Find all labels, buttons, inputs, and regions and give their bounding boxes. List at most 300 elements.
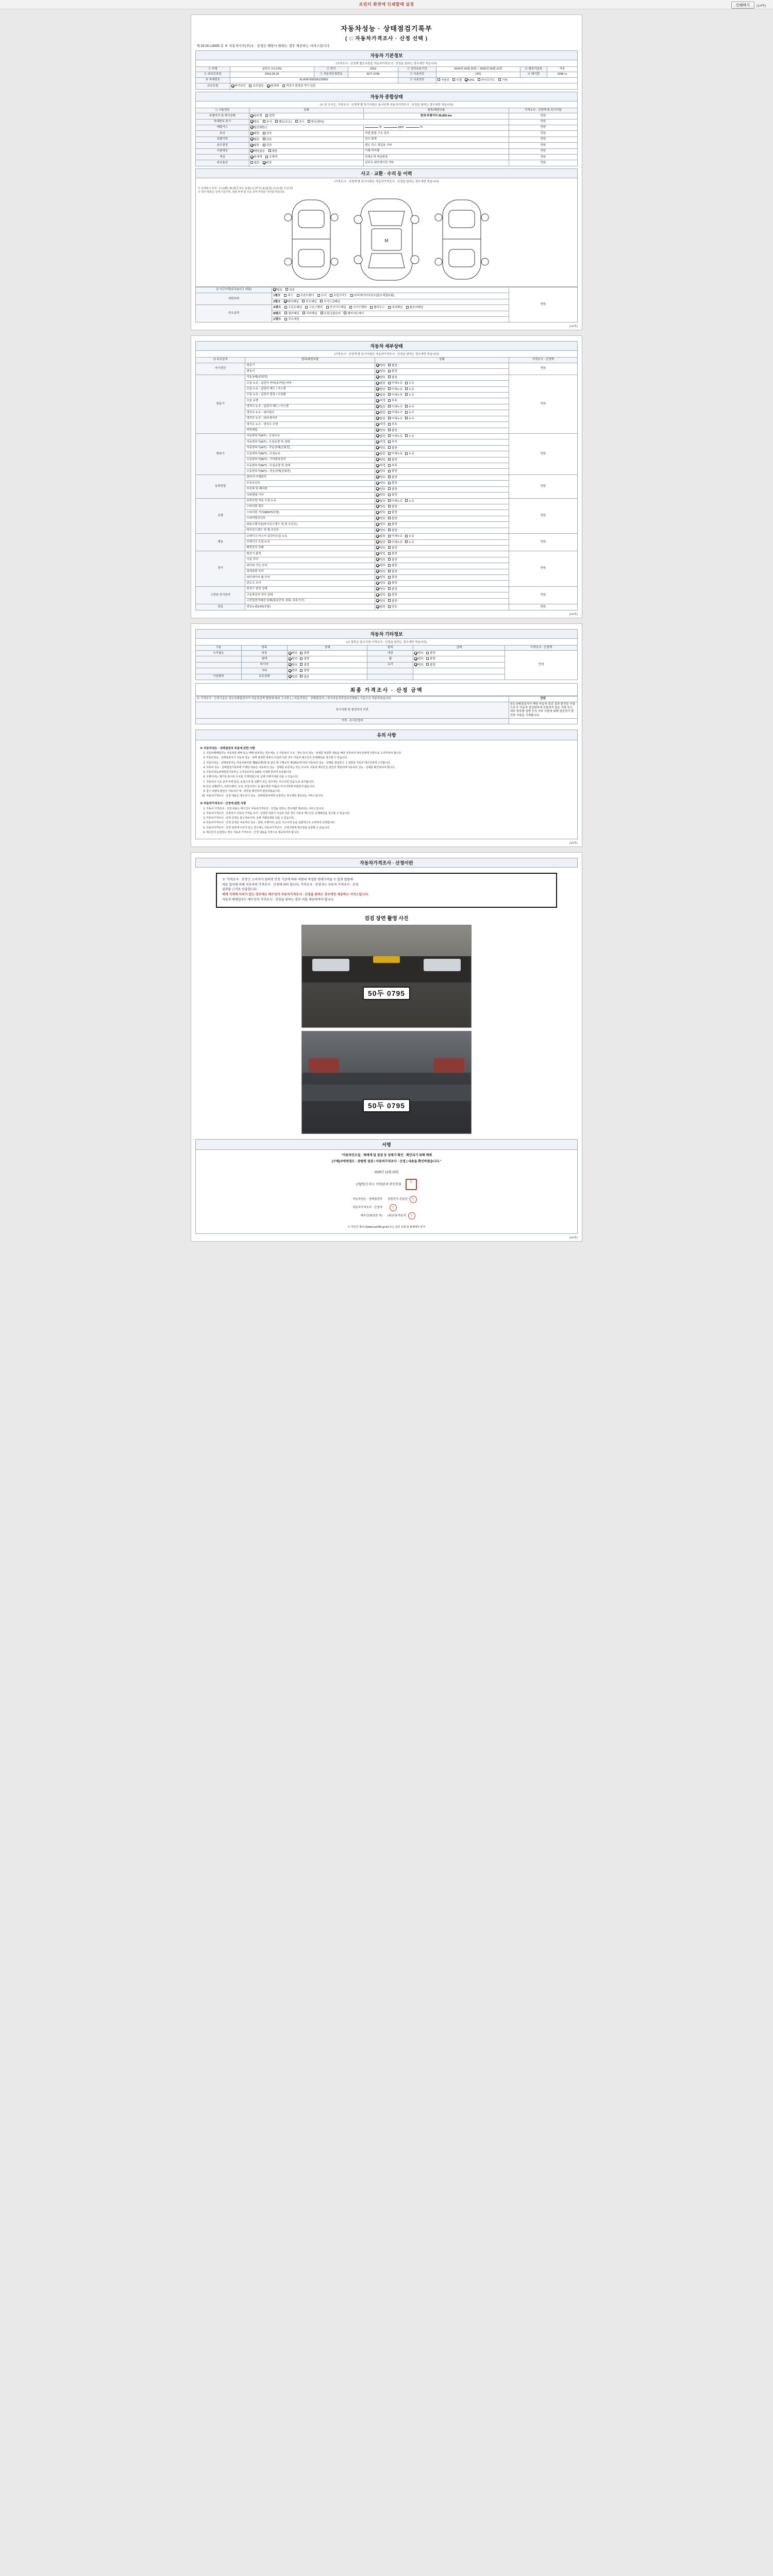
detail-item-label: 냉각수 누수 - 냉각수 수량 (245, 422, 375, 428)
checkbox-양호[interactable]: 양호 (376, 476, 385, 480)
detail-item-label: 스티어링 기어(MDPS포함) (245, 510, 375, 516)
detail-item-options[interactable] (375, 386, 509, 392)
row-value: 만원 (509, 113, 577, 119)
checkbox-누유[interactable]: 누유 (405, 393, 414, 397)
detail-item-options[interactable] (375, 569, 509, 574)
panel-tier-row[interactable]: B랭크 필러패널 리어패널 트렁크플로어 패키지트레이 (272, 311, 509, 316)
row-label: 리콜대상 (196, 148, 249, 154)
checkbox-불량[interactable]: 불량 (300, 669, 309, 673)
checkbox-양호[interactable]: 양호 (376, 581, 385, 585)
checkbox-불량[interactable]: 불량 (388, 564, 397, 568)
etc-item-label: 유리 (367, 662, 413, 668)
panel-tier-row[interactable]: 1랭크 후드 프론트펜더 도어 트렁크리드 라디에이터서포트(볼트체결부품) (272, 293, 509, 299)
row-value: 만원 (509, 125, 577, 130)
checkbox-vin-corrosion[interactable]: 부식 (263, 120, 272, 124)
notice-list-item: 6. 매수인이 요청하는 경우 자동차 가격조사 · 산정 내용을 서면으로 제공하여야 합니다. (206, 831, 573, 835)
row-value: 만원 (509, 160, 577, 166)
checkbox-dash-panel[interactable]: 대쉬패널 (388, 306, 402, 310)
table-row (196, 287, 578, 293)
detail-item-label: 변속기 (245, 369, 375, 375)
checkbox-color-changed[interactable]: 색상이 변경된 적이 있음 (282, 84, 316, 88)
price-explain-line-2: 따른 절차에 의해 자동차의 가격조사 · 산정에 따라 합니다. 가격조사 · 산정자는 자동차 가격조사 · 산정 (222, 883, 359, 887)
checkbox-양호[interactable]: 양호 (289, 669, 298, 673)
checkbox-미세누수[interactable]: 미세누수 (388, 405, 402, 409)
detail-group-price: 만원 (509, 375, 577, 433)
checkbox-불량[interactable]: 불량 (388, 546, 397, 550)
checkbox-양호[interactable]: 양호 (376, 575, 385, 580)
checkbox-rear-panel[interactable]: 리어패널 (303, 312, 317, 316)
col-header: 항목/해당부품 (364, 108, 509, 113)
detail-state-table (195, 357, 578, 610)
checkbox-accident-yes[interactable]: 있음 (285, 288, 295, 292)
checkbox-미세누유[interactable]: 미세누유 (388, 393, 402, 397)
detail-item-label: 타이로드엔드 및 볼 조인트 (245, 528, 375, 533)
checkbox-불량[interactable]: 불량 (388, 376, 397, 380)
checkbox-vin-damage[interactable]: 훼손(오손) (275, 120, 292, 124)
checkbox-color-chromatic[interactable]: 유채색 (265, 155, 277, 159)
table-row (196, 697, 578, 702)
checkbox-양호[interactable]: 양호 (376, 587, 385, 591)
checkbox-불량[interactable]: 불량 (388, 522, 397, 527)
checkbox-있음[interactable]: 있음 (388, 605, 397, 609)
checkbox-recall-yes[interactable]: 해당 (268, 149, 278, 154)
checkbox-option-none[interactable]: 없음 (250, 161, 260, 165)
checkbox-vin-ok[interactable]: 양호 (250, 120, 260, 124)
detail-item-options[interactable] (375, 398, 509, 404)
page-subtitle: ( □ 자동차가격조사 · 산정 선택 ) (345, 36, 428, 42)
checkbox-양호[interactable]: 양호 (376, 369, 385, 374)
section-etc-title: 자동차 기타정보 (195, 629, 578, 639)
checkbox-불량[interactable]: 불량 (388, 469, 397, 473)
checkbox-불량[interactable]: 불량 (388, 476, 397, 480)
checkbox-fuel-gasoline[interactable]: 가솔린 (438, 78, 449, 82)
etc-options-left[interactable] (287, 674, 367, 680)
checkbox-부족[interactable]: 부족 (388, 399, 397, 403)
price-note-label: 특기사항 및 점검자의 의견 (196, 702, 509, 719)
detail-item-options[interactable] (375, 545, 509, 551)
checkbox-양호[interactable]: 양호 (376, 493, 385, 497)
checkbox-양호[interactable]: 양호 (376, 517, 385, 521)
checkbox-미세누유[interactable]: 미세누유 (388, 387, 402, 392)
checkbox-warranty-none[interactable]: 보증없음 (249, 84, 263, 88)
notice-list-item: 5. 자동차성능상태점검기록부는 고지일로부터 120일 이내에 한하여 유효합니다. (206, 771, 573, 775)
checkbox-누수[interactable]: 누수 (405, 405, 414, 409)
checkbox-누유[interactable]: 누유 (405, 387, 414, 392)
checkbox-양호[interactable]: 양호 (376, 511, 385, 515)
detail-item-options[interactable] (375, 439, 509, 445)
etc-options-left[interactable] (287, 668, 367, 674)
checkbox-없음[interactable]: 없음 (376, 605, 385, 609)
detail-item-label: 발전기 출력 (245, 551, 375, 557)
cell-value: 올란도 2.0 LPG (230, 67, 314, 72)
checkbox-양호[interactable]: 양호 (376, 570, 385, 574)
etc-category-label: 수리필요 (196, 651, 242, 656)
checkbox-양호[interactable]: 양호 (376, 376, 385, 380)
checkbox-없음[interactable]: 없음 (376, 540, 385, 545)
detail-item-options[interactable] (375, 481, 509, 486)
row-value: 만원 (509, 119, 577, 125)
checkbox-없음[interactable]: 없음 (376, 499, 385, 503)
checkbox-양호[interactable]: 양호 (376, 364, 385, 368)
checkbox-양호[interactable]: 양호 (376, 529, 385, 533)
checkbox-special-yes[interactable]: 있음 (263, 138, 272, 142)
checkbox-없음[interactable]: 없음 (376, 411, 385, 415)
checkbox-없음[interactable]: 없음 (300, 675, 309, 679)
checkbox-미세누유[interactable]: 미세누유 (388, 499, 402, 503)
checkbox-불량[interactable]: 불량 (388, 493, 397, 497)
checkbox-front-fender[interactable]: 프론트펜더 (297, 294, 314, 298)
checkbox-usage-yes[interactable]: 있음 (263, 143, 272, 147)
checkbox-vin-differ[interactable]: 상이 (295, 120, 305, 124)
checkbox-미세누유[interactable]: 미세누유 (388, 452, 402, 456)
checkbox-미세누수[interactable]: 미세누수 (388, 411, 402, 415)
cell-label: ⑥ 변속기종류 (520, 67, 547, 72)
checkbox-recall-na[interactable]: 해당없음 (250, 149, 265, 154)
checkbox-불량[interactable]: 불량 (388, 517, 397, 521)
detail-item-options[interactable] (375, 598, 509, 604)
checkbox-accident-none[interactable]: 없음 (273, 288, 282, 292)
detail-item-options[interactable] (375, 510, 509, 516)
checkbox-mileage-actual[interactable]: 실주행 (250, 114, 262, 118)
detail-item-options[interactable] (375, 493, 509, 498)
table-row (196, 67, 578, 72)
fuel-options[interactable] (436, 77, 577, 83)
row-options[interactable] (249, 119, 509, 125)
checkbox-양호[interactable]: 양호 (376, 522, 385, 527)
notice-list-item: 3. 자동차가격조사 · 산정 금액은 참고자료이며, 실제 거래금액과 다를 수 있습니다. (206, 817, 573, 821)
final-price-table (195, 696, 578, 724)
checkbox-cross-member[interactable]: 크로스멤버 (305, 306, 323, 310)
row-options[interactable] (249, 113, 363, 119)
cell-value: 1998 cc (547, 72, 577, 77)
col-header: 상태 (413, 645, 505, 650)
panel-tier-row[interactable]: 2랭크 쿼터패널 루프패널 사이드실패널 (272, 299, 509, 304)
detail-item-options[interactable] (375, 581, 509, 586)
seal-icon: 인 (410, 1196, 417, 1203)
detail-item-options[interactable] (375, 563, 509, 569)
checkbox-warranty-self[interactable]: 자가보증 (231, 84, 246, 88)
checkbox-미세누유[interactable]: 미세누유 (388, 540, 402, 545)
checkbox-양호[interactable]: 양호 (289, 663, 298, 667)
detail-item-options[interactable] (375, 375, 509, 380)
checkbox-양호[interactable]: 양호 (376, 469, 385, 473)
etc-options-left[interactable] (287, 651, 367, 656)
checkbox-vin-modified[interactable]: 변조(변타) (308, 120, 324, 124)
checkbox-불량[interactable]: 불량 (388, 552, 397, 556)
checkbox-누유[interactable]: 누유 (405, 381, 414, 385)
sign-date: 2025년 12월 23일 (374, 1171, 399, 1174)
section-overall-note: (※ 본 조사는, 가격조사 · 산정액 별 특기사항은 용사인과 자동차가격조사 · 산정을 원하는 경우에만 적습니다) (195, 101, 578, 108)
checkbox-불량[interactable]: 불량 (388, 581, 397, 585)
panel-group-label: 주요골격 (196, 305, 272, 323)
sign-section-body (195, 1150, 578, 1234)
detail-item-options[interactable] (375, 592, 509, 598)
checkbox-special-none[interactable]: 없음 (250, 138, 260, 142)
checkbox-불량[interactable]: 불량 (388, 369, 397, 374)
row-options[interactable] (249, 148, 363, 154)
checkbox-양호[interactable]: 양호 (414, 657, 424, 661)
detail-item-label: 클러치 어셈블리 (245, 474, 375, 480)
detail-item-options[interactable] (375, 504, 509, 510)
checkbox-option-yes[interactable]: 있음 (263, 161, 272, 165)
checkbox-불량[interactable]: 불량 (300, 663, 309, 667)
row-label: 주요옵션 (196, 160, 249, 166)
checkbox-없음[interactable]: 없음 (376, 405, 385, 409)
checkbox-양호[interactable]: 양호 (376, 599, 385, 603)
checkbox-양호[interactable]: 양호 (376, 546, 385, 550)
checkbox-color-original[interactable]: 원상태 (267, 84, 279, 88)
checkbox-적정[interactable]: 적정 (376, 422, 385, 427)
checkbox-불량[interactable]: 불량 (388, 446, 397, 450)
checkbox-없음[interactable]: 없음 (376, 393, 385, 397)
row-options[interactable] (249, 137, 363, 142)
checkbox-미세누유[interactable]: 미세누유 (388, 534, 402, 538)
checkbox-불량[interactable]: 불량 (388, 558, 397, 562)
etc-options-right[interactable] (413, 656, 505, 662)
checkbox-불량[interactable]: 불량 (388, 429, 397, 433)
accident-price-cell: 만원 (509, 287, 577, 323)
detail-item-options[interactable] (375, 410, 509, 416)
detail-item-options[interactable] (375, 539, 509, 545)
row-options[interactable] (249, 131, 363, 137)
detail-item-label: 오일 누유 - 실린더 커버(로커암) 커버 (245, 381, 375, 386)
checkbox-불량[interactable]: 불량 (388, 599, 397, 603)
checkbox-누유[interactable]: 누유 (405, 452, 414, 456)
cell-label: ① 차명 (196, 67, 230, 72)
detail-item-options[interactable] (375, 498, 509, 504)
checkbox-부족[interactable]: 부족 (388, 440, 397, 444)
checkbox-양호[interactable]: 양호 (376, 552, 385, 556)
checkbox-불량[interactable]: 불량 (388, 458, 397, 462)
checkbox-양호[interactable]: 양호 (376, 558, 385, 562)
checkbox-roof-panel[interactable]: 루프패널 (302, 300, 316, 304)
print-button[interactable]: 인쇄하기 (731, 2, 754, 9)
checkbox-없음[interactable]: 없음 (376, 434, 385, 438)
checkbox-불량[interactable]: 불량 (388, 529, 397, 533)
checkbox-없음[interactable]: 없음 (376, 452, 385, 456)
detail-item-options[interactable] (375, 381, 509, 386)
checkbox-floor-panel[interactable]: 플로어패널 (406, 306, 424, 310)
etc-options-right[interactable] (413, 662, 505, 668)
sign-line-2: (구매)자에게정도 · 관람한 점검 / 자동차가격조사 · 산정 ) 내용을 확인하였습니다." (331, 1160, 442, 1163)
checkbox-hood[interactable]: 후드 (284, 294, 293, 298)
checkbox-양호[interactable]: 양호 (376, 481, 385, 485)
checkbox-부족[interactable]: 부족 (388, 464, 397, 468)
detail-item-options[interactable] (375, 528, 509, 533)
checkbox-tuning-yes[interactable]: 있음 (263, 131, 272, 135)
etc-options-right[interactable] (413, 674, 505, 680)
checkbox-fuel-lpg[interactable]: LPG (465, 78, 474, 82)
checkbox-부족[interactable]: 부족 (388, 422, 397, 427)
etc-item-label (367, 674, 413, 680)
checkbox-양호[interactable]: 양호 (414, 663, 424, 667)
checkbox-적정[interactable]: 적정 (376, 464, 385, 468)
checkbox-color-achromatic[interactable]: 무채색 (250, 155, 262, 159)
checkbox-불량[interactable]: 불량 (388, 364, 397, 368)
checkbox-누수[interactable]: 누수 (405, 417, 414, 421)
detail-item-label: 냉각수 누수 - 워터펌프 (245, 410, 375, 416)
panel-tier-row[interactable]: C랭크 루프레일 (272, 317, 509, 323)
checkbox-누유[interactable]: 누유 (405, 540, 414, 545)
checkbox-없음[interactable]: 없음 (376, 387, 385, 392)
detail-item-label: 자동변속기(A/T) - 오일유량 및 상태 (245, 439, 375, 445)
checkbox-불량[interactable]: 불량 (388, 575, 397, 580)
etc-options-right[interactable] (413, 651, 505, 656)
table-row (256, 1204, 517, 1212)
checkbox-양호[interactable]: 양호 (376, 429, 385, 433)
detail-item-options[interactable] (375, 422, 509, 428)
detail-item-options[interactable] (375, 445, 509, 451)
checkbox-trunk-floor[interactable]: 트렁크플로어 (321, 312, 341, 316)
checkbox-누유[interactable]: 누유 (405, 499, 414, 503)
checkbox-불량[interactable]: 불량 (388, 570, 397, 574)
checkbox-불량[interactable]: 불량 (388, 505, 397, 509)
etc-item-label: 기타 (241, 668, 287, 674)
checkbox-적정[interactable]: 적정 (376, 399, 385, 403)
checkbox-양호[interactable]: 양호 (376, 446, 385, 450)
checkbox-fuel-hybrid[interactable]: 하이브리드 (478, 78, 495, 82)
etc-options-left[interactable] (287, 662, 367, 668)
checkbox-불량[interactable]: 불량 (388, 587, 397, 591)
checkbox-usage-none[interactable]: 없음 (250, 143, 260, 147)
checkbox-미세누유[interactable]: 미세누유 (388, 434, 402, 438)
detail-item-options[interactable] (375, 404, 509, 410)
detail-item-options[interactable] (375, 433, 509, 439)
detail-item-options[interactable] (375, 457, 509, 463)
checkbox-양호[interactable]: 양호 (414, 651, 424, 655)
checkbox-없음[interactable]: 없음 (376, 417, 385, 421)
checkbox-불량[interactable]: 불량 (426, 657, 435, 661)
detail-item-options[interactable] (375, 428, 509, 433)
checkbox-누수[interactable]: 누수 (405, 411, 414, 415)
checkbox-trunk-lid[interactable]: 트렁크리드 (330, 294, 347, 298)
row-options[interactable] (272, 287, 509, 293)
checkbox-양호[interactable]: 양호 (376, 458, 385, 462)
checkbox-inside-panel[interactable]: 인사이드패널 (326, 306, 346, 310)
section-detail-title: 자동차 세부상태 (195, 341, 578, 351)
row-options[interactable] (249, 143, 363, 148)
checkbox-roof-rail[interactable]: 루프레일 (284, 317, 299, 321)
checkbox-불량[interactable]: 불량 (426, 663, 435, 667)
detail-item-options[interactable] (375, 551, 509, 557)
detail-item-options[interactable] (375, 469, 509, 474)
checkbox-양호[interactable]: 양호 (376, 505, 385, 509)
row-options[interactable] (249, 160, 363, 166)
warranty-options[interactable] (230, 83, 577, 89)
checkbox-불량[interactable]: 불량 (300, 657, 309, 661)
checkbox-mileage-bad[interactable]: 불량 (265, 114, 275, 118)
table-header-row (196, 358, 578, 363)
sign-row-value: (주)유통자동차 인 (386, 1212, 517, 1220)
checkbox-적정[interactable]: 적정 (376, 440, 385, 444)
checkbox-불량[interactable]: 불량 (388, 487, 397, 492)
checkbox-pillar-panel[interactable]: 필러패널 (284, 312, 299, 316)
detail-group-label: 변속기 (196, 433, 245, 474)
row-options[interactable] (249, 125, 363, 130)
checkbox-side-member[interactable]: 사이드멤버 (349, 306, 367, 310)
checkbox-tuning-none[interactable]: 없음 (250, 131, 260, 135)
detail-item-options[interactable] (375, 392, 509, 398)
checkbox-side-sill-panel[interactable]: 사이드실패널 (320, 300, 340, 304)
detail-item-options[interactable] (375, 416, 509, 421)
checkbox-양호[interactable]: 양호 (289, 657, 298, 661)
checkbox-누유[interactable]: 누유 (405, 534, 414, 538)
detail-group-label: 원동기 (196, 375, 245, 433)
checkbox-package-tray[interactable]: 패키지트레이 (344, 312, 364, 316)
checkbox-fuel-etc[interactable]: 기타 (498, 78, 508, 82)
checkbox-미세누수[interactable]: 미세누수 (388, 417, 402, 421)
etc-options-right[interactable] (413, 668, 505, 674)
checkbox-양호[interactable]: 양호 (376, 487, 385, 492)
notice-list-item: 1. 자동차 가격조사 · 산정 내용은 매수인이 자동차가격조사 · 산정을 원하는 경우에만 제공되는 서비스입니다. (206, 807, 573, 811)
detail-item-options[interactable] (375, 604, 509, 610)
checkbox-불량[interactable]: 불량 (388, 593, 397, 597)
detail-item-label: 연료누출(LPG포함) (245, 604, 375, 610)
checkbox-없음[interactable]: 없음 (376, 381, 385, 385)
checkbox-fuel-diesel[interactable]: 디젤 (452, 78, 462, 82)
detail-item-label: 커먼레일 (245, 428, 375, 433)
etc-options-left[interactable] (287, 656, 367, 662)
detail-item-options[interactable] (375, 486, 509, 492)
checkbox-radiator-support[interactable]: 라디에이터서포트(볼트체결부품) (350, 294, 394, 298)
detail-item-options[interactable] (375, 575, 509, 581)
detail-item-options[interactable] (375, 522, 509, 528)
detail-item-options[interactable] (375, 534, 509, 539)
checkbox-wheel-house[interactable]: 휠하우스 (370, 306, 384, 310)
detail-item-options[interactable] (375, 369, 509, 375)
detail-item-options[interactable] (375, 463, 509, 469)
checkbox-quarter-panel[interactable]: 쿼터패널 (284, 300, 298, 304)
detail-item-options[interactable] (375, 557, 509, 563)
col-header: 상태 (375, 358, 509, 363)
table-row (196, 363, 578, 368)
checkbox-front-panel[interactable]: 프론트패널 (284, 306, 302, 310)
price-explain-title: 자동차가격조사 · 산정이란 (195, 858, 578, 868)
checkbox-불량[interactable]: 불량 (388, 481, 397, 485)
detail-item-options[interactable] (375, 363, 509, 368)
etc-table-body (196, 651, 578, 680)
detail-item-options[interactable] (375, 451, 509, 457)
checkbox-양호[interactable]: 양호 (376, 593, 385, 597)
detail-item-label: 작동상태(공회전) (245, 375, 375, 380)
notice-list-item: 1. 자동차매매업자는 자동차를 매매 또는 매매 알선하는 경우에는 그 자동차의 구조 · 장치 등의 성능 · 상태를 점검한 내용을 해당 자동차의 매수인에게 서면으로 고지하여야 합니다. (206, 752, 573, 756)
cell-label: ② 연식 (314, 67, 348, 72)
detail-item-options[interactable] (375, 516, 509, 521)
table-row (196, 155, 578, 160)
detail-group-label: 조향 (196, 498, 245, 534)
detail-item-options[interactable] (375, 474, 509, 480)
checkbox-누유[interactable]: 누유 (405, 434, 414, 438)
checkbox-emission-co[interactable]: 일산화탄소 (250, 126, 268, 130)
checkbox-없음[interactable]: 없음 (376, 534, 385, 538)
checkbox-door[interactable]: 도어 (317, 294, 327, 298)
car-top-view-icon (348, 196, 425, 283)
checkbox-불량[interactable]: 불량 (388, 511, 397, 515)
car-diagram (198, 194, 575, 284)
checkbox-양호[interactable]: 양호 (376, 564, 385, 568)
checkbox-미세누유[interactable]: 미세누유 (388, 381, 402, 385)
checkbox-있음[interactable]: 있음 (289, 675, 298, 679)
panel-tier-row[interactable]: A랭크 프론트패널 크로스멤버 인사이드패널 사이드멤버 휠하우스 대쉬패널 플로어패널 (272, 305, 509, 311)
checkbox-양호[interactable]: 양호 (289, 651, 298, 655)
sign-line-1: "자동차인도일 · 매매계 및 점검 등 상태가 확인 · 확인되기 위해 매매 (341, 1154, 432, 1158)
detail-item-options[interactable] (375, 586, 509, 592)
checkbox-불량[interactable]: 불량 (426, 651, 435, 655)
row-label: 색상 (196, 155, 249, 160)
detail-group-label: 고전원 전기장치 (196, 586, 245, 604)
row-options[interactable] (249, 155, 363, 160)
checkbox-불량[interactable]: 불량 (300, 651, 309, 655)
